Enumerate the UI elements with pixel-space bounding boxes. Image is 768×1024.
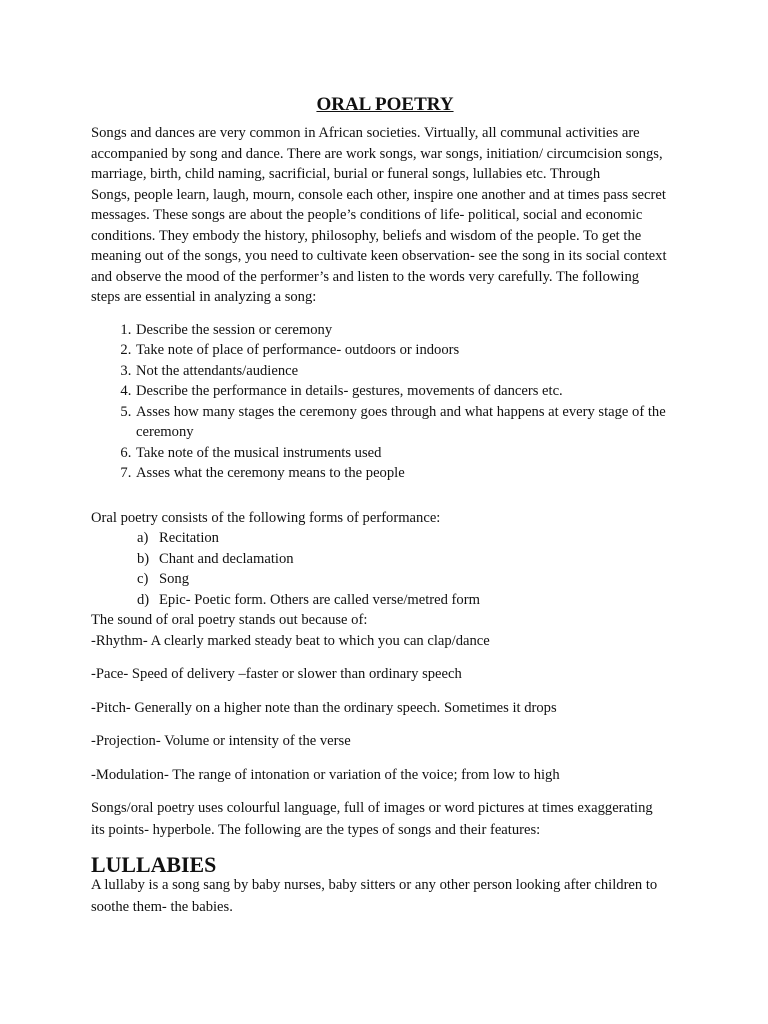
colourful-language-paragraph — [91, 798, 679, 841]
sound-intro: The sound of oral poetry stands out because of: — [91, 612, 368, 628]
list-item: 7. Asses what the ceremony means to the people — [135, 463, 679, 484]
feature-projection: -Projection- Volume or intensity of the verse — [91, 733, 351, 749]
document-page — [91, 93, 679, 918]
list-item: 5. Asses how many stages the ceremony goes through and what happens at every stage of the ceremony — [135, 402, 679, 443]
paragraph-line: Songs/oral poetry uses colourful language, full of images or word pictures at times exaggerating — [91, 800, 653, 816]
list-item — [137, 528, 679, 549]
paragraph-line: A lullaby is a song sang by baby nurses, baby sitters or any other person looking after children to — [91, 877, 658, 893]
paragraph-line: soothe them- the babies. — [91, 898, 233, 915]
feature-pitch: -Pitch- Generally on a higher note than the ordinary speech. Sometimes it drops — [91, 699, 557, 716]
performance-forms-list — [91, 528, 679, 610]
intro-line: accompanied by song and dance. There are work songs, war songs, initiation/ circumcision songs, — [91, 145, 663, 162]
intro-line: Songs, people learn, laugh, mourn, console each other, inspire one another and at times pass secret — [91, 186, 666, 203]
intro-line: marriage, birth, child naming, sacrificial, burial or funeral songs, lullabies etc. Through — [91, 166, 601, 182]
intro-line: Songs and dances are very common in African societies. Virtually, all communal activities are — [91, 125, 640, 141]
list-item: 4. Describe the performance in details- gestures, movements of dancers etc. — [135, 381, 679, 402]
feature-modulation: -Modulation- The range of intonation or variation of the voice; from low to high — [91, 766, 560, 783]
list-item-text: Recitation — [159, 530, 219, 546]
lullaby-paragraph — [91, 875, 679, 918]
paragraph-line: its points- hyperbole. The following are the types of songs and their features: — [91, 821, 541, 838]
intro-line: meaning out of the songs, you need to cultivate keen observation- see the song in its social context — [91, 248, 667, 264]
list-item: 3. Not the attendants/audience — [135, 361, 679, 382]
forms-intro: Oral poetry consists of the following forms of performance: — [91, 509, 441, 526]
list-item-text: Epic- Poetic form. Others are called verse/metred form — [159, 591, 480, 608]
list-item: 2. Take note of place of performance- outdoors or indoors — [135, 340, 679, 361]
list-marker: b) — [137, 550, 150, 567]
feature-pace: -Pace- Speed of delivery –faster or slower than ordinary speech — [91, 666, 462, 682]
list-marker: d) — [137, 591, 150, 608]
list-item — [137, 590, 679, 611]
list-item-text: Song — [159, 571, 190, 587]
list-item: 1. Describe the session or ceremony — [135, 320, 679, 341]
intro-line: and observe the mood of the performer’s and listen to the words very carefully. The following — [91, 268, 640, 285]
intro-paragraph — [91, 123, 679, 308]
list-marker: a) — [137, 530, 149, 546]
list-item — [137, 569, 679, 590]
list-item — [137, 549, 679, 570]
intro-line: steps are essential in analyzing a song: — [91, 289, 317, 305]
page-title: ORAL POETRY — [316, 94, 454, 115]
intro-line: messages. These songs are about the people’s conditions of life- political, social and economic — [91, 207, 643, 223]
list-item-text: Chant and declamation — [159, 550, 294, 567]
feature-rhythm: -Rhythm- A clearly marked steady beat to which you can clap/dance — [91, 632, 490, 649]
list-item: 6. Take note of the musical instruments used — [135, 443, 679, 464]
lullabies-heading: LULLABIES — [91, 852, 217, 877]
list-marker: c) — [137, 571, 149, 587]
intro-line: conditions. They embody the history, philosophy, beliefs and wisdom of the people. To get the — [91, 227, 642, 244]
analysis-steps-list — [91, 320, 679, 484]
